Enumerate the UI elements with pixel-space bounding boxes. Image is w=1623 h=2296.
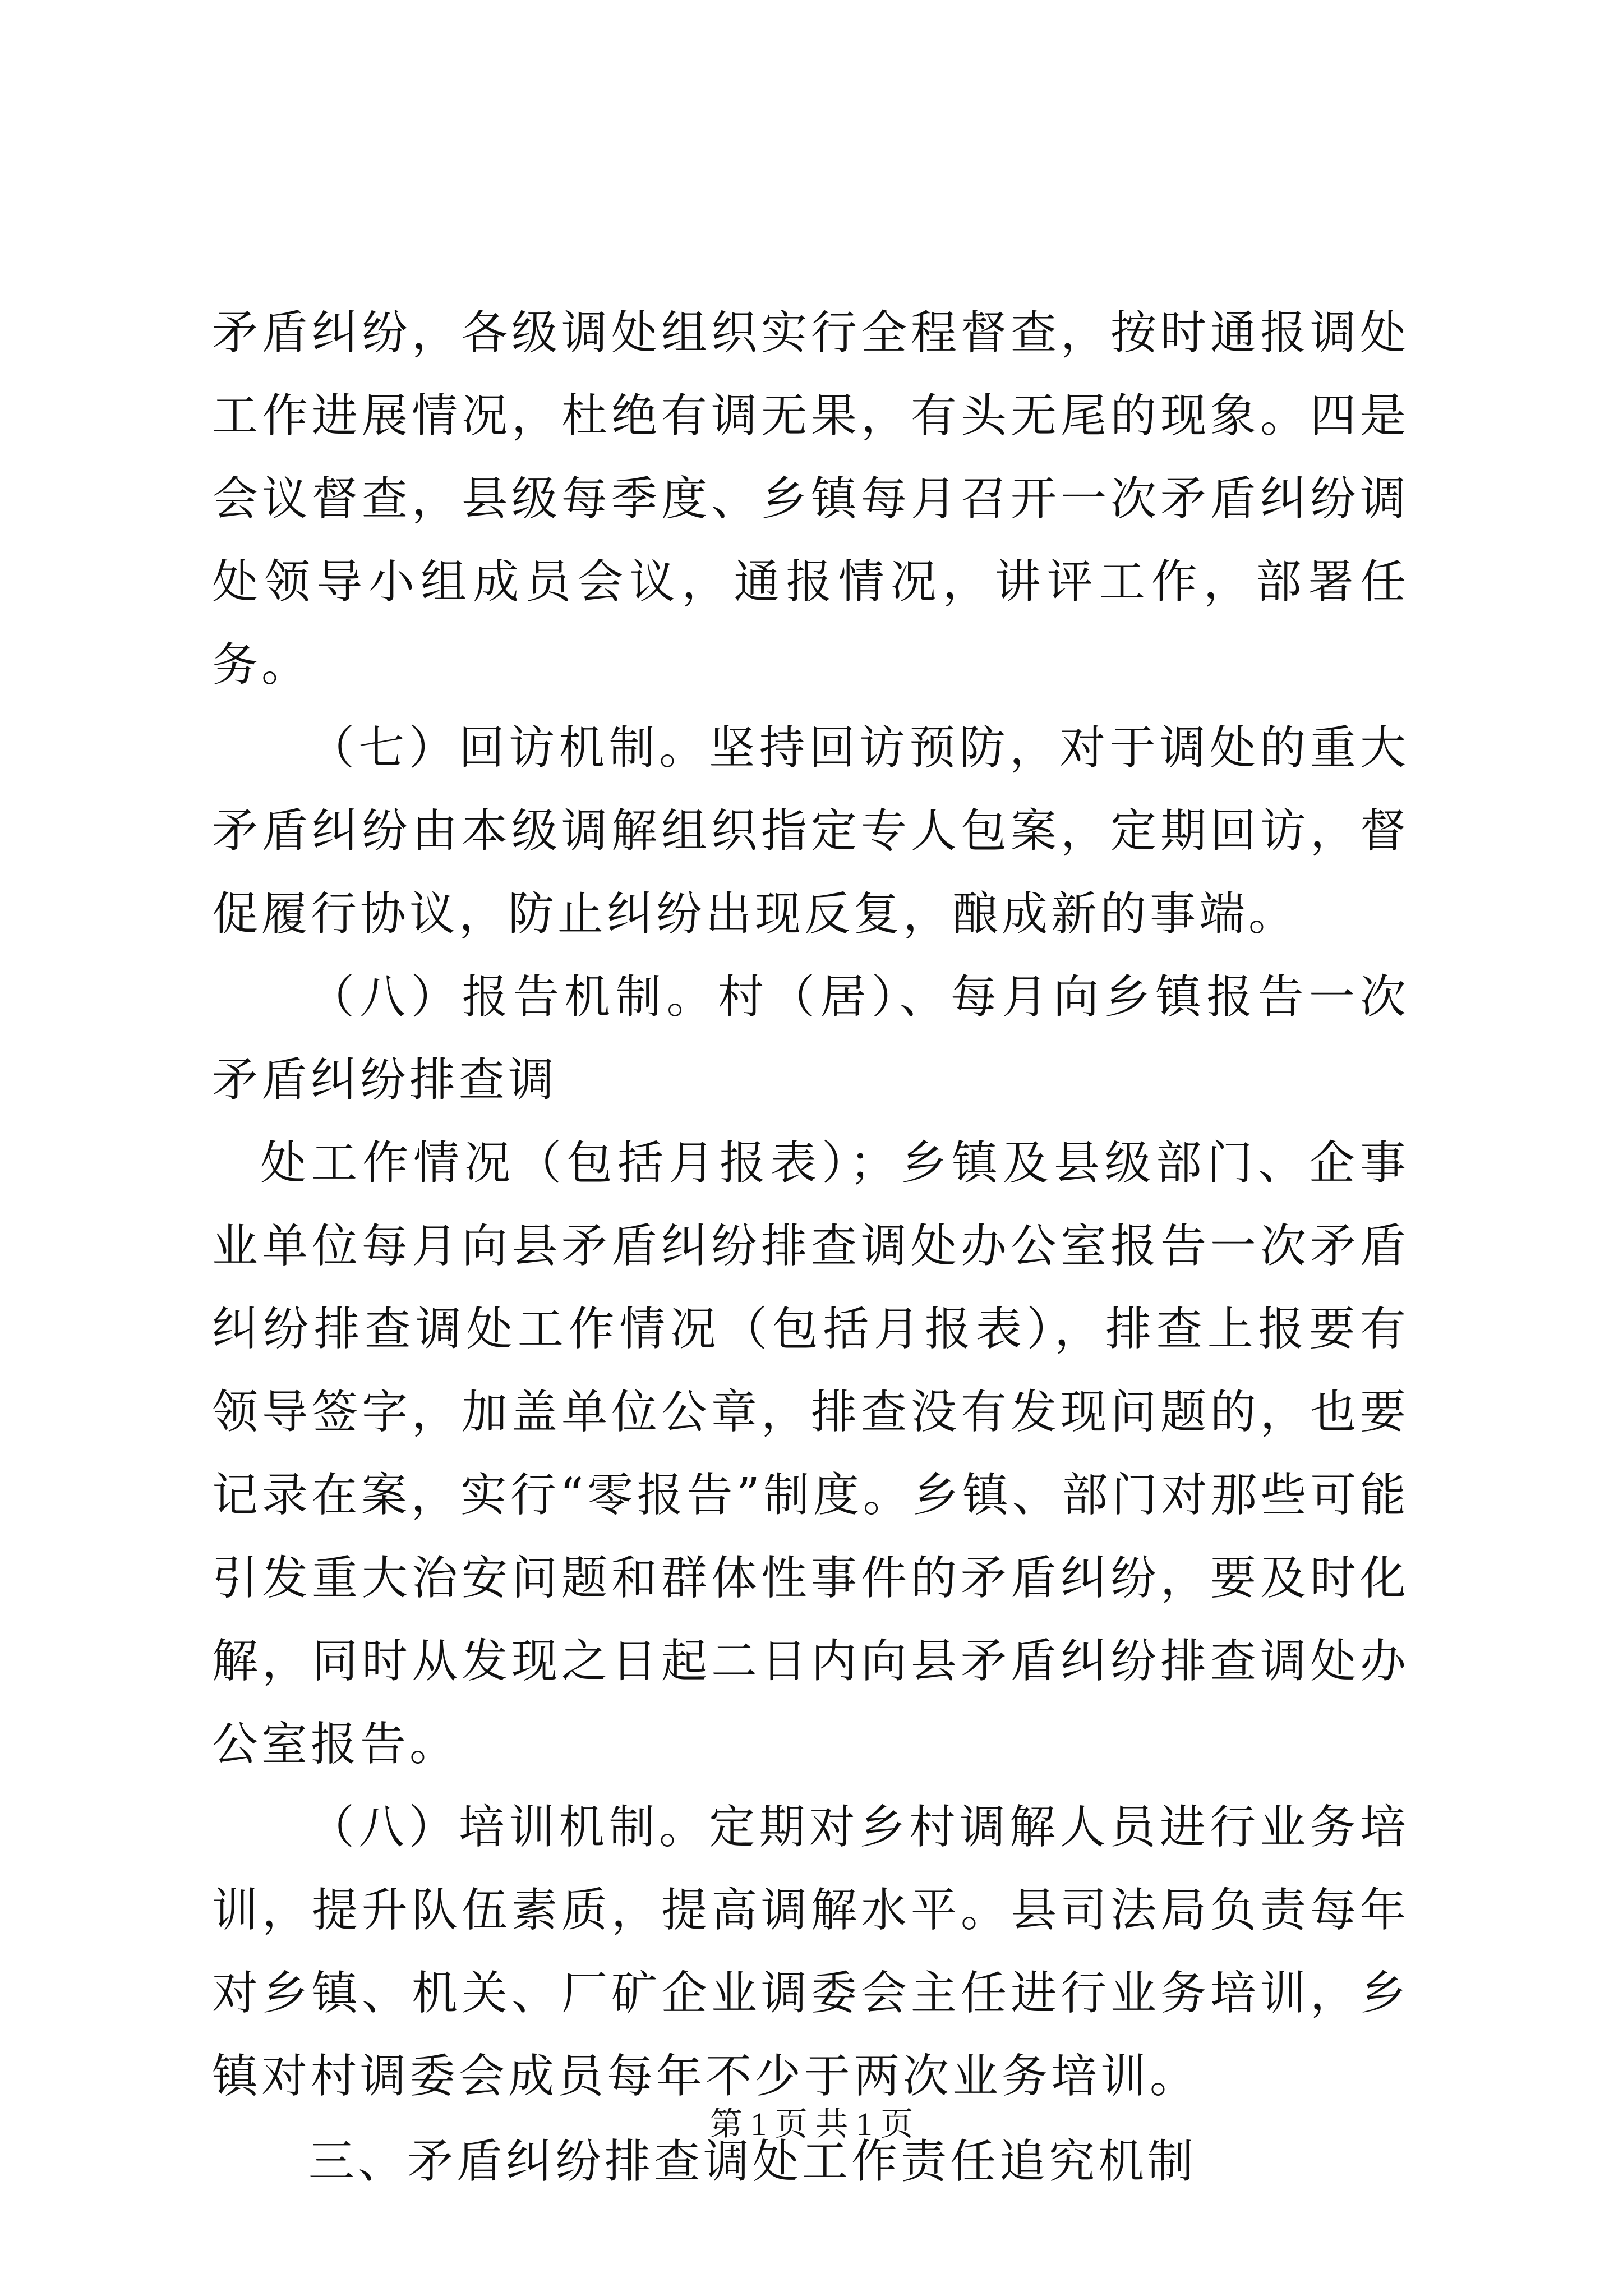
paragraph-training-mechanism: （八）培训机制。定期对乡村调解人员进行业务培训，提升队伍素质，提高调解水平。县司法局负责每年对乡镇、机关、厂矿企业调委会主任进行业务培训，乡镇对村调委会成员每年不少于两次业务培训。 xyxy=(212,1801,1409,2103)
document-body xyxy=(212,292,1409,2203)
page-number-footer: 第 1 页 共 1 页 xyxy=(709,2106,914,2142)
paragraph-report-details: 处工作情况（包括月报表）；乡镇及县级部门、企事业单位每月向县矛盾纠纷排查调处办公室报告一次矛盾纠纷排查调处工作情况（包括月报表），排查上报要有领导签字，加盖单位公章，排查没有发现问题的，也要记录在案，实行“零报告”制度。乡镇、部门对那些可能引发重大治安问题和群体性事件的矛盾纠纷，要及时化解，同时从发现之日起二日内向县矛盾纠纷排查调处办公室报告。 xyxy=(212,1137,1409,1771)
paragraph-revisit-mechanism: （七）回访机制。坚持回访预防，对于调处的重大矛盾纠纷由本级调解组织指定专人包案，定期回访，督促履行协议，防止纠纷出现反复，酿成新的事端。 xyxy=(212,721,1409,941)
section-heading-accountability: 三、矛盾纠纷排查调处工作责任追究机制 xyxy=(308,2135,1197,2188)
paragraph-report-mechanism: （八）报告机制。村（居）、每月向乡镇报告一次矛盾纠纷排查调 xyxy=(212,970,1409,1107)
paragraph-continuation: 矛盾纠纷，各级调处组织实行全程督查，按时通报调处工作进展情况，杜绝有调无果，有头无尾的现象。四是会议督查，县级每季度、乡镇每月召开一次矛盾纠纷调处领导小组成员会议，通报情况，讲评工作，部署任务。 xyxy=(212,306,1409,692)
